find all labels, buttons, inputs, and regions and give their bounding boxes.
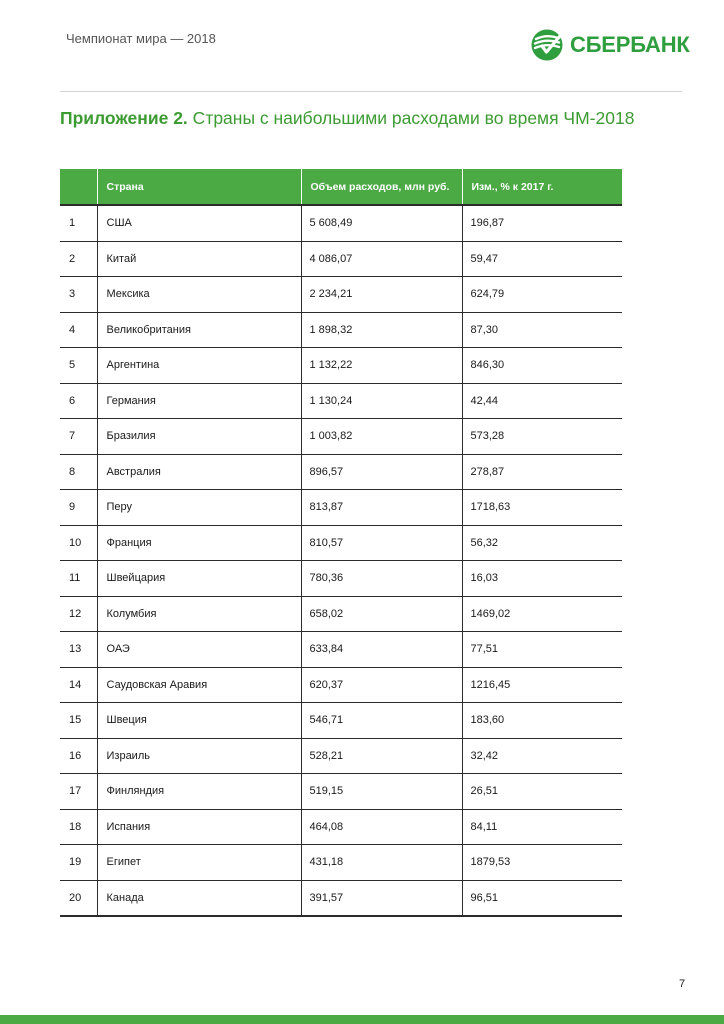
country-cell: Израиль	[97, 738, 301, 774]
table-row	[60, 845, 622, 881]
change-cell: 77,51	[462, 632, 622, 668]
spending-cell: 780,36	[301, 561, 462, 597]
spending-cell: 896,57	[301, 454, 462, 490]
footer-bar	[0, 1015, 724, 1024]
table-row	[60, 632, 622, 668]
country-cell: Швейцария	[97, 561, 301, 597]
table-row	[60, 205, 622, 241]
change-cell: 278,87	[462, 454, 622, 490]
table-body	[60, 205, 622, 916]
rank-cell: 11	[60, 561, 97, 597]
rank-cell: 4	[60, 312, 97, 348]
rank-cell: 19	[60, 845, 97, 881]
table-row	[60, 561, 622, 597]
rank-cell: 8	[60, 454, 97, 490]
rank-cell: 10	[60, 525, 97, 561]
spending-cell: 633,84	[301, 632, 462, 668]
table-row	[60, 383, 622, 419]
country-cell: Перу	[97, 490, 301, 526]
table-row	[60, 490, 622, 526]
spending-cell: 658,02	[301, 596, 462, 632]
rank-cell: 15	[60, 703, 97, 739]
rank-cell: 13	[60, 632, 97, 668]
spending-cell: 519,15	[301, 774, 462, 810]
country-cell: Египет	[97, 845, 301, 881]
table-row	[60, 525, 622, 561]
spending-cell: 1 003,82	[301, 419, 462, 455]
country-cell: Канада	[97, 880, 301, 916]
change-cell: 26,51	[462, 774, 622, 810]
page-title	[60, 108, 634, 129]
spending-cell: 464,08	[301, 809, 462, 845]
country-cell: Австралия	[97, 454, 301, 490]
change-cell: 624,79	[462, 277, 622, 313]
table-row	[60, 454, 622, 490]
change-cell: 1216,45	[462, 667, 622, 703]
spending-cell: 1 130,24	[301, 383, 462, 419]
rank-cell: 7	[60, 419, 97, 455]
country-cell: Швеция	[97, 703, 301, 739]
table-row	[60, 419, 622, 455]
spending-cell: 2 234,21	[301, 277, 462, 313]
page-number: 7	[679, 978, 686, 990]
country-cell: Великобритания	[97, 312, 301, 348]
sberbank-logo-icon	[530, 28, 564, 62]
rank-cell: 17	[60, 774, 97, 810]
change-cell: 42,44	[462, 383, 622, 419]
table-row	[60, 312, 622, 348]
rank-cell: 2	[60, 241, 97, 277]
table-row	[60, 667, 622, 703]
change-cell: 96,51	[462, 880, 622, 916]
table-row	[60, 596, 622, 632]
header-divider	[60, 91, 682, 92]
change-cell: 573,28	[462, 419, 622, 455]
spending-cell: 391,57	[301, 880, 462, 916]
change-cell: 196,87	[462, 205, 622, 241]
table-row	[60, 738, 622, 774]
rank-cell: 16	[60, 738, 97, 774]
rank-cell: 12	[60, 596, 97, 632]
spending-cell: 528,21	[301, 738, 462, 774]
column-header-country: Страна	[97, 169, 301, 205]
country-cell: ОАЭ	[97, 632, 301, 668]
country-cell: Колумбия	[97, 596, 301, 632]
column-header-rank	[60, 169, 97, 205]
table-row	[60, 809, 622, 845]
country-cell: Испания	[97, 809, 301, 845]
spending-cell: 810,57	[301, 525, 462, 561]
change-cell: 1879,53	[462, 845, 622, 881]
table-row	[60, 241, 622, 277]
spending-table	[60, 169, 622, 917]
logo-text: СБЕРБАНК	[570, 32, 690, 57]
spending-cell: 813,87	[301, 490, 462, 526]
rank-cell: 3	[60, 277, 97, 313]
column-header-spending: Объем расходов, млн руб.	[301, 169, 462, 205]
spending-cell: 5 608,49	[301, 205, 462, 241]
change-cell: 1469,02	[462, 596, 622, 632]
rank-cell: 1	[60, 205, 97, 241]
country-cell: Аргентина	[97, 348, 301, 384]
country-cell: Финляндия	[97, 774, 301, 810]
column-header-change: Изм., % к 2017 г.	[462, 169, 622, 205]
change-cell: 32,42	[462, 738, 622, 774]
rank-cell: 9	[60, 490, 97, 526]
page-title-lead: Приложение 2.	[60, 108, 188, 128]
change-cell: 59,47	[462, 241, 622, 277]
rank-cell: 5	[60, 348, 97, 384]
page-title-rest: Страны с наибольшими расходами во время ЧМ-2018	[187, 108, 635, 128]
spending-cell: 4 086,07	[301, 241, 462, 277]
rank-cell: 14	[60, 667, 97, 703]
header-title: Чемпионат мира — 2018	[66, 31, 216, 46]
rank-cell: 18	[60, 809, 97, 845]
spending-cell: 1 132,22	[301, 348, 462, 384]
change-cell: 1718,63	[462, 490, 622, 526]
change-cell: 183,60	[462, 703, 622, 739]
rank-cell: 6	[60, 383, 97, 419]
change-cell: 56,32	[462, 525, 622, 561]
table-row	[60, 880, 622, 916]
country-cell: Саудовская Аравия	[97, 667, 301, 703]
country-cell: Германия	[97, 383, 301, 419]
spending-cell: 431,18	[301, 845, 462, 881]
spending-cell: 1 898,32	[301, 312, 462, 348]
spending-cell: 546,71	[301, 703, 462, 739]
table-row	[60, 774, 622, 810]
change-cell: 84,11	[462, 809, 622, 845]
table-row	[60, 703, 622, 739]
change-cell: 846,30	[462, 348, 622, 384]
table-row	[60, 277, 622, 313]
table-row	[60, 348, 622, 384]
change-cell: 16,03	[462, 561, 622, 597]
country-cell: Мексика	[97, 277, 301, 313]
rank-cell: 20	[60, 880, 97, 916]
country-cell: Франция	[97, 525, 301, 561]
change-cell: 87,30	[462, 312, 622, 348]
table-header-row	[60, 169, 622, 205]
country-cell: Бразилия	[97, 419, 301, 455]
spending-cell: 620,37	[301, 667, 462, 703]
sberbank-logo	[530, 28, 690, 62]
country-cell: США	[97, 205, 301, 241]
country-cell: Китай	[97, 241, 301, 277]
